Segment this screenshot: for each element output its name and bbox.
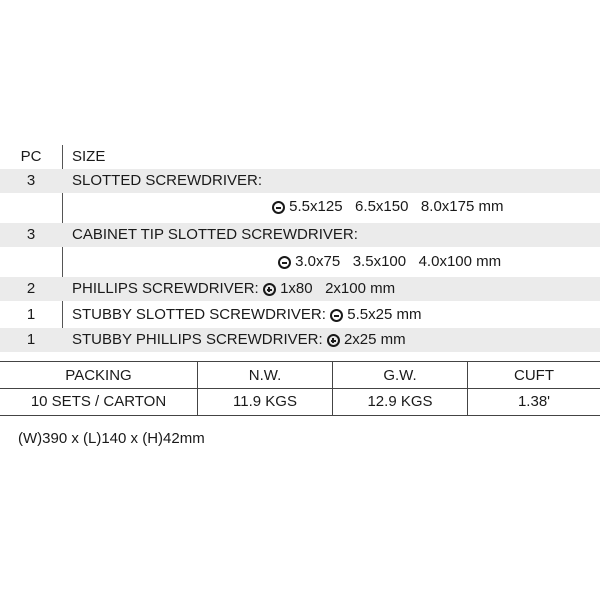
slotted-icon — [330, 309, 343, 322]
packing-top-rule — [0, 361, 600, 362]
item-sizes: 3.0x75 3.5x100 4.0x100 mm — [295, 253, 502, 270]
table-row — [0, 195, 600, 219]
item-sizes: 5.5x125 6.5x150 8.0x175 mm — [289, 198, 504, 215]
packing-value: 10 SETS / CARTON — [30, 393, 167, 410]
item-sizes: 5.5x25 mm — [347, 306, 422, 323]
packing-header: PACKING — [65, 367, 132, 384]
table-row — [0, 250, 600, 274]
spec-header-row — [0, 145, 600, 169]
phillips-icon — [263, 283, 276, 296]
cuft-value: 1.38' — [517, 393, 551, 410]
packing-mid-rule — [0, 388, 600, 389]
cuft-header: CUFT — [514, 367, 554, 384]
product-dimensions: (W)390 x (L)140 x (H)42mm — [18, 430, 205, 447]
item-label: STUBBY SLOTTED SCREWDRIVER: — [72, 306, 326, 323]
table-row — [0, 328, 600, 352]
nw-value: 11.9 KGS — [233, 393, 297, 410]
phillips-icon — [327, 334, 340, 347]
size-header: SIZE — [72, 148, 106, 165]
gw-header: G.W. — [383, 367, 417, 384]
slotted-icon — [278, 256, 291, 269]
table-row — [0, 277, 600, 301]
item-label: PHILLIPS SCREWDRIVER: — [72, 280, 259, 297]
table-row — [0, 223, 600, 247]
item-sizes: 1x80 2x100 mm — [280, 280, 396, 297]
pc-value: 3 — [26, 226, 36, 243]
item-label: CABINET TIP SLOTTED SCREWDRIVER: — [72, 226, 358, 243]
pc-value: 1 — [26, 331, 36, 348]
table-row — [0, 169, 600, 193]
nw-header: N.W. — [248, 367, 282, 384]
gw-value: 12.9 KGS — [367, 393, 433, 410]
pc-value: 3 — [26, 172, 36, 189]
table-row — [0, 303, 600, 327]
pc-header: PC — [20, 148, 42, 165]
pc-value: 1 — [26, 306, 36, 323]
item-sizes: 2x25 mm — [343, 331, 406, 348]
item-label: SLOTTED SCREWDRIVER: — [72, 172, 263, 189]
packing-bottom-rule — [0, 415, 600, 416]
pc-value: 2 — [26, 280, 36, 297]
item-label: STUBBY PHILLIPS SCREWDRIVER: — [72, 331, 323, 348]
slotted-icon — [272, 201, 285, 214]
